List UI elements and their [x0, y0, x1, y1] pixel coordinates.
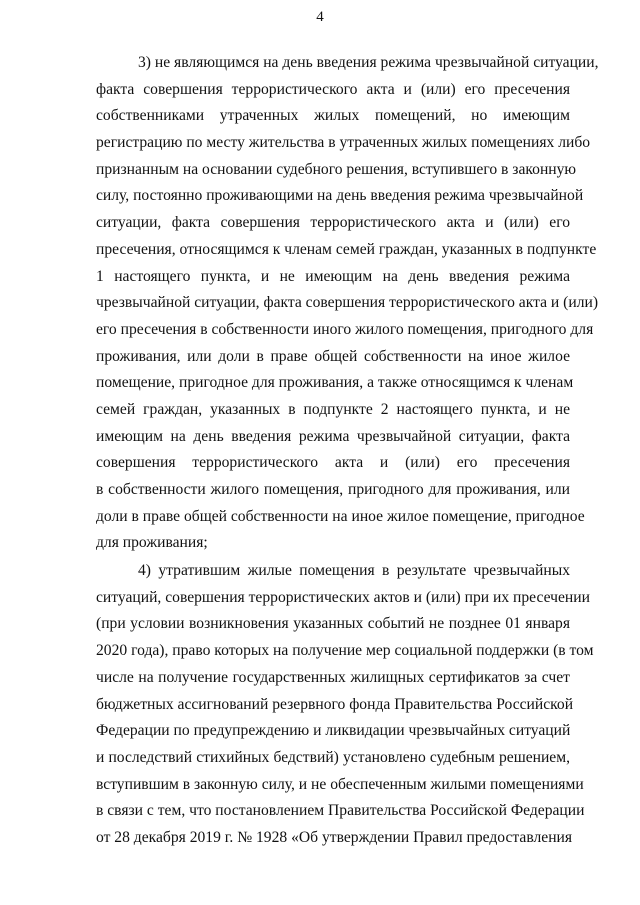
- text-line: в собственности жилого помещения, пригодного для проживания, или: [96, 481, 570, 498]
- text-line: (при условии возникновения указанных событий не позднее 01 января: [96, 615, 570, 633]
- text-line: ситуаций, совершения террористических актов и (или) при их пресечении: [96, 588, 590, 606]
- document-body: [96, 50, 599, 852]
- text-line: совершения террористического акта и (или) его пресечения: [96, 454, 570, 472]
- text-line: 3) не являющимся на день введения режима чрезвычайной ситуации,: [138, 54, 599, 71]
- text-line: силу, постоянно проживающими на день введения режима чрезвычайной: [96, 187, 584, 205]
- text-line: в связи с тем, что постановлением Правительства Российской Федерации: [96, 802, 585, 820]
- text-line: чрезвычайной ситуации, факта совершения террористического акта и (или): [96, 294, 599, 312]
- text-line: факта совершения террористического акта и (или) его пресечения: [96, 80, 570, 98]
- text-line: собственниками утраченных жилых помещений, но имеющим: [96, 107, 570, 125]
- text-line: его пресечения в собственности иного жилого помещения, пригодного для: [96, 320, 594, 338]
- text-line: 4) утратившим жилые помещения в результате чрезвычайных: [138, 562, 570, 580]
- text-line: Федерации по предупреждению и ликвидации чрезвычайных ситуаций: [96, 722, 571, 740]
- text-line: 1 настоящего пункта, и не имеющим на день введения режима: [96, 267, 570, 285]
- text-line: бюджетных ассигнований резервного фонда Правительства Российской: [96, 695, 574, 713]
- text-line: от 28 декабря 2019 г. № 1928 «Об утверждении Правил предоставления: [96, 828, 573, 846]
- paragraph-3: [96, 50, 599, 557]
- text-line: пресечения, относящимся к членам семей граждан, указанных в подпункте: [96, 240, 597, 258]
- text-line: проживания, или доли в праве общей собственности на иное жилое: [96, 347, 570, 365]
- text-line: регистрацию по месту жительства в утраченных жилых помещениях либо: [96, 134, 591, 152]
- text-line: семей граждан, указанных в подпункте 2 настоящего пункта, и не: [96, 400, 570, 418]
- text-line: признанным на основании судебного решения, вступившего в законную: [96, 160, 577, 178]
- text-line: числе на получение государственных жилищных сертификатов за счет: [96, 668, 570, 686]
- text-line: ситуации, факта совершения террористического акта и (или) его: [96, 214, 570, 232]
- text-line: доли в праве общей собственности на иное жилое помещение, пригодное: [96, 507, 585, 525]
- page-number: 4: [316, 9, 324, 25]
- text-line: помещение, пригодное для проживания, а также относящимся к членам: [96, 374, 574, 392]
- text-line: и последствий стихийных бедствий) установлено судебным решением,: [96, 748, 570, 766]
- text-line: 2020 года), право которых на получение мер социальной поддержки (в том: [96, 642, 594, 660]
- text-line: имеющим на день введения режима чрезвычайной ситуации, факта: [96, 427, 570, 445]
- paragraph-4: [96, 558, 594, 852]
- text-line: для проживания;: [96, 534, 208, 552]
- text-line: вступившим в законную силу, и не обеспеченным жилыми помещениями: [96, 775, 584, 793]
